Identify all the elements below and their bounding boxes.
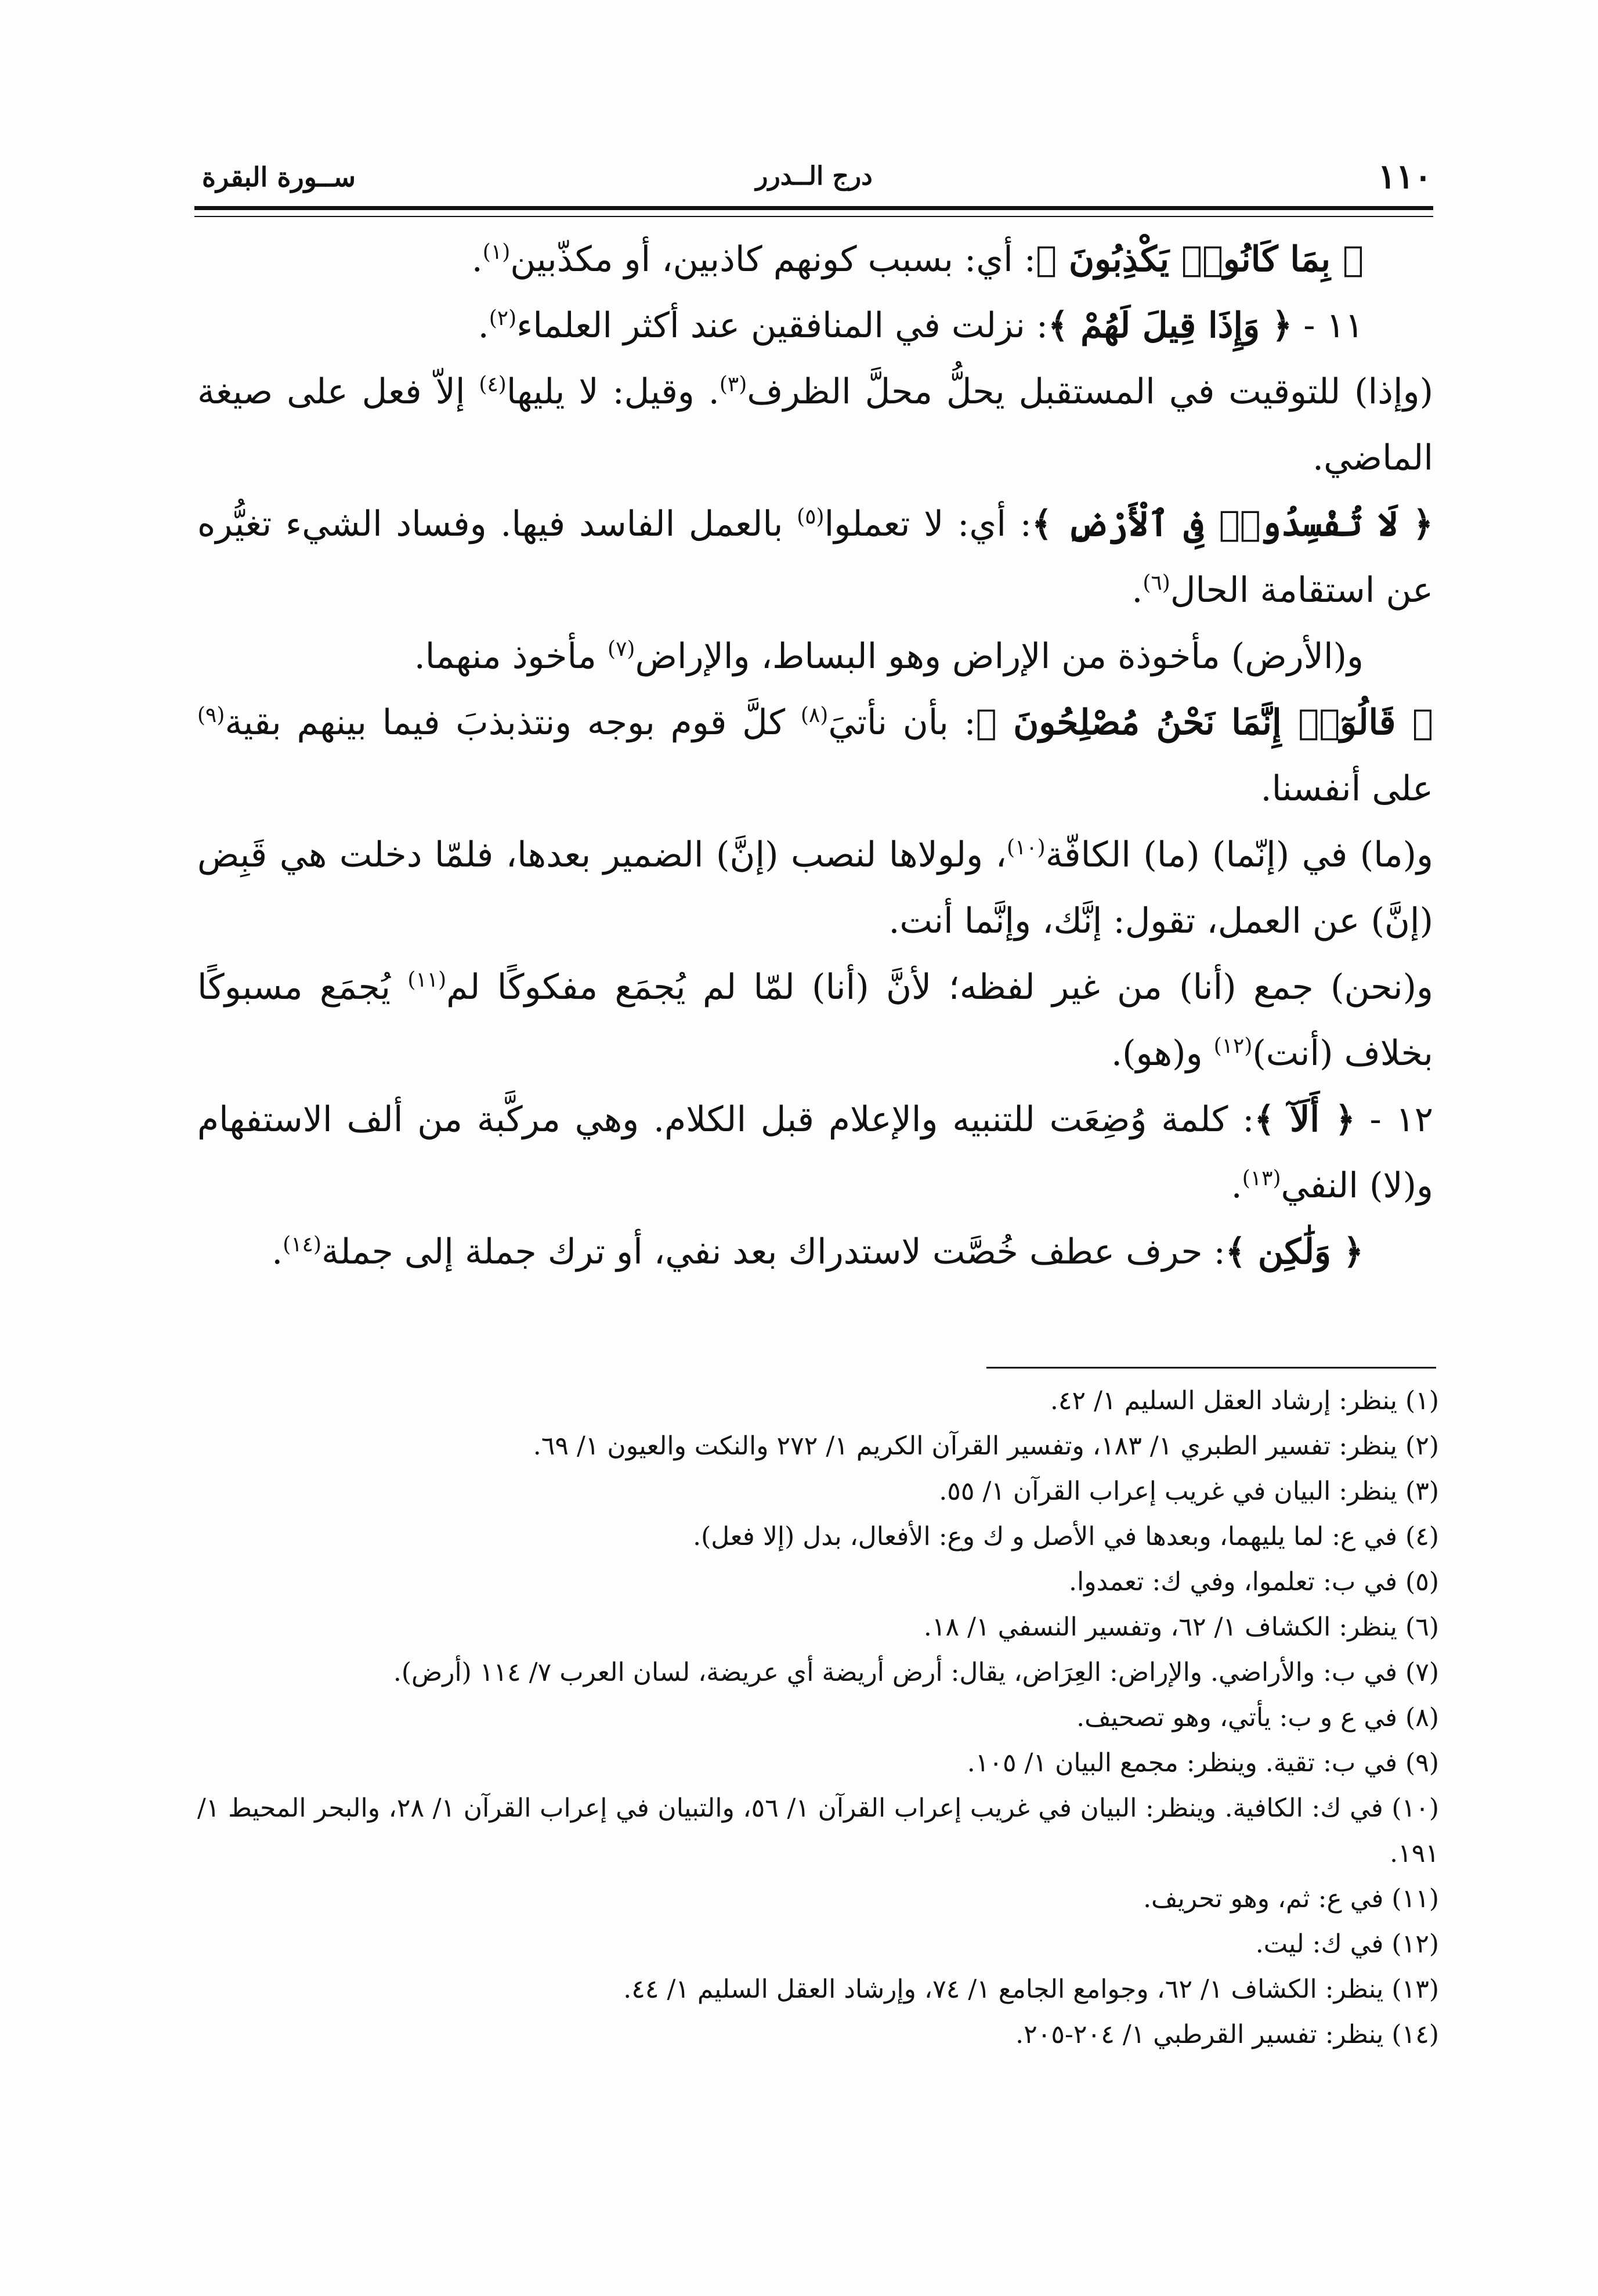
footnote-ref[interactable]: (١٠) [1006, 836, 1046, 860]
commentary-text-3: إلاّ فعل على صيغة الماضي. [197, 371, 1433, 478]
footnote-ref[interactable]: (٦) [1143, 571, 1170, 595]
commentary-text: : أي: بسبب كونهم كاذبين، أو مكذّبين [510, 239, 1036, 280]
commentary-text: : بأن نأتيَ [828, 702, 976, 743]
footnote-13: (١٣) ينظر: الكشاف ١/ ٦٢، وجوامع الجامع ١/ ٧٤، وإرشاد العقل السليم ١/ ٤٤. [623, 1974, 1439, 2004]
main-text [197, 226, 1433, 1285]
commentary-text: و(ما) في (إنّما) (ما) الكافّة [1045, 835, 1433, 875]
footnote-6: (٦) ينظر: الكشاف ١/ ٦٢، وتفسير النسفي ١/ ١٨. [923, 1612, 1439, 1642]
commentary-text-3: على أنفسنا. [1260, 768, 1433, 809]
footnote-11: (١١) في ع: ثم، وهو تحريف. [1143, 1884, 1439, 1914]
footnote-ref[interactable]: (١٤) [283, 1233, 322, 1257]
commentary-text-3: . [1131, 570, 1143, 611]
footnote-ref[interactable]: (١٢) [1213, 1034, 1253, 1058]
footnote-5: (٥) في ب: تعلموا، وفي ك: تعمدوا. [1069, 1567, 1439, 1597]
commentary-tail: . [471, 239, 483, 280]
paragraph-10 [197, 1219, 1433, 1285]
footnote-ref[interactable]: (١) [482, 240, 511, 264]
footnote-ref[interactable]: (٣) [719, 373, 747, 396]
footnote-ref[interactable]: (٢) [489, 306, 517, 330]
quran-verse: ﴿ وَإِذَا قِيلَ لَهُمْ ﴾ [1048, 305, 1293, 346]
footnote-7: (٧) في ب: والأراضي. والإراض: العِرَاض، يقال: أرض أريضة أي عريضة، لسان العرب ٧/ ١١٤ (أرض). [393, 1658, 1439, 1687]
paragraph-7 [197, 822, 1433, 954]
footnote-ref[interactable]: (٨) [800, 703, 829, 727]
footnote-4: (٤) في ع: لما يليهما، وبعدها في الأصل و ك وع: الأفعال، بدل (إلا فعل). [693, 1522, 1439, 1551]
commentary-text: و(الأرض) مأخوذة من الإراض وهو البساط، والإراض [635, 636, 1364, 677]
quran-verse: ﴿ لَا تُفْسِدُوا۟ فِى ٱلْأَرْضِ ﴾ [1031, 504, 1433, 544]
footnote-9: (٩) في ب: تقية. وينظر: مجمع البيان ١/ ١٠٥. [967, 1748, 1439, 1778]
footnote-12: (١٢) في ك: ليت. [1255, 1929, 1439, 1959]
book-title: درج الــدرر [755, 161, 873, 191]
paragraph-4 [197, 491, 1433, 623]
commentary-text-2: كلَّ قوم بوجه ونتذبذبَ فيما بينهم بقية [225, 702, 801, 743]
verse-number: ١١ - [1292, 305, 1364, 346]
footnote-10: (١٠) في ك: الكافية. وينظر: البيان في غريب إعراب القرآن ١/ ٥٦، والتبيان في إعراب القرآن ١/ ٢٨، والبحر المحيط ١/ ١٩١. [197, 1793, 1440, 1868]
commentary-text: و(نحن) جمع (أنا) من غير لفظه؛ لأنَّ (أنا) لمّا لم يُجمَع مفكوكًا لم [446, 967, 1433, 1008]
commentary-text: (وإذا) للتوقيت في المستقبل يحلُّ محلَّ الظرف [747, 371, 1433, 412]
commentary-text-3: و(هو). [1111, 1033, 1214, 1074]
commentary-text-2: بالعمل الفاسد فيها. وفساد الشيء تغيُّره عن استقامة الحال [197, 504, 1433, 611]
footnote-1: (١) ينظر: إرشاد العقل السليم ١/ ٤٢. [1050, 1386, 1439, 1416]
commentary-text-2: ، ولولاها لنصب (إنَّ) الضمير بعدها، فلمّا دخلت هي قَبِض (إنَّ) عن العمل، تقول: إنَّك، وإنَّما أنت. [197, 835, 1433, 941]
header-rule-thick [194, 206, 1433, 210]
paragraph-6 [197, 689, 1433, 822]
commentary-text: : حرف عطف خُصَّت لاستدراك بعد نفي، أو ترك جملة إلى جملة [321, 1232, 1225, 1272]
commentary-text: : أي: لا تعملوا [824, 504, 1032, 544]
footnote-ref[interactable]: (٩) [197, 703, 225, 727]
quran-verse: ﴿ أَلَآ ﴾ [1254, 1099, 1355, 1140]
commentary-tail: . [272, 1232, 283, 1272]
footnotes-list [197, 1378, 1439, 2057]
footnote-ref[interactable]: (١٣) [1242, 1167, 1281, 1190]
quran-verse: ﴿ بِمَا كَانُوا۟ يَكْذِبُونَ ﴾ [1036, 239, 1364, 280]
footnote-ref[interactable]: (٧) [608, 637, 635, 661]
footnote-ref[interactable]: (٥) [797, 505, 825, 529]
quran-verse: ﴿ قَالُوٓا۟ إِنَّمَا نَحْنُ مُصْلِحُونَ ﴾ [975, 702, 1433, 743]
surah-title: ســورة البقرة [202, 161, 356, 193]
footnote-ref[interactable]: (٤) [479, 373, 507, 396]
commentary-text: : نزلت في المنافقين عند أكثر العلماء [516, 305, 1049, 346]
header-rule-thin [194, 216, 1433, 217]
footnote-14: (١٤) ينظر: تفسير القرطبي ١/ ٢٠٤-٢٠٥. [1015, 2020, 1439, 2049]
page-header [196, 157, 1432, 198]
page-number: ١١٠ [1378, 157, 1432, 196]
commentary-text-2: مأخوذ منهما. [414, 636, 608, 677]
paragraph-3 [197, 359, 1433, 491]
footnote-2: (٢) ينظر: تفسير الطبري ١/ ١٨٣، وتفسير القرآن الكريم ١/ ٢٧٢ والنكت والعيون ١/ ٦٩. [533, 1431, 1439, 1461]
paragraph-1 [197, 226, 1433, 293]
footnote-separator [986, 1367, 1436, 1369]
paragraph-9 [197, 1086, 1433, 1219]
footnote-8: (٨) في ع و ب: يأتي، وهو تصحيف. [1076, 1703, 1439, 1732]
commentary-tail: . [478, 305, 489, 346]
paragraph-8 [197, 954, 1433, 1086]
paragraph-5 [197, 623, 1433, 689]
commentary-tail: . [1231, 1165, 1242, 1206]
verse-number: ١٢ - [1355, 1099, 1433, 1140]
footnote-ref[interactable]: (١١) [407, 968, 447, 992]
commentary-text-2: يُجمَع مسبوكًا بخلاف (أنت) [197, 967, 1433, 1074]
commentary-text-2: . وقيل: لا يليها [506, 371, 720, 412]
footnote-3: (٣) ينظر: البيان في غريب إعراب القرآن ١/ ٥٥. [939, 1476, 1439, 1506]
commentary-text: : كلمة وُضِعَت للتنبيه والإعلام قبل الكلام. وهي مركَّبة من ألف الاستفهام و(لا) النفي [197, 1099, 1433, 1206]
quran-verse: ﴿ وَلَٰكِن ﴾ [1225, 1232, 1364, 1272]
paragraph-2 [197, 293, 1433, 359]
